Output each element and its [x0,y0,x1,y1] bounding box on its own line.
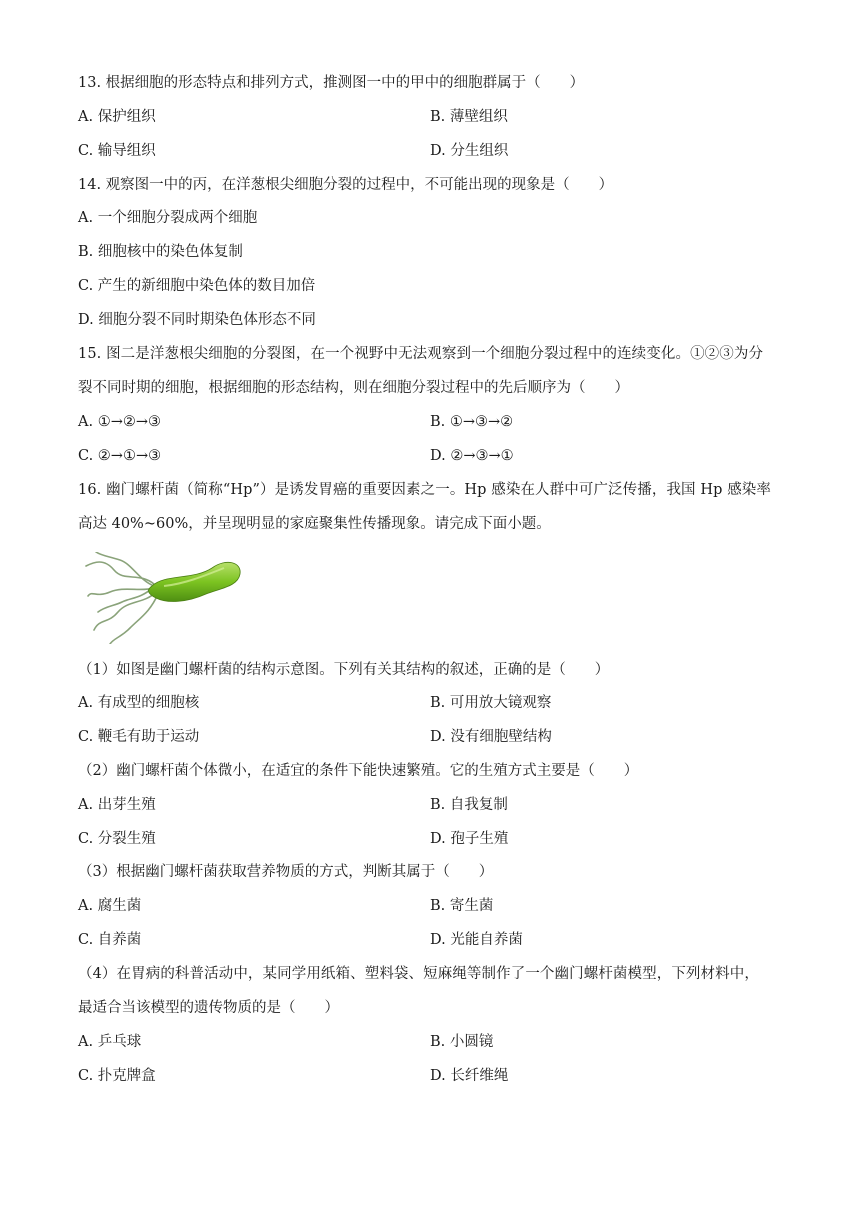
question-16-3-option-d[interactable]: D. 光能自养菌 [430,932,523,948]
question-16-4-option-c[interactable]: C. 扑克牌盒 [78,1068,156,1084]
question-16-2-option-b[interactable]: B. 自我复制 [430,797,508,813]
question-15-stem-line2: 裂不同时期的细胞，根据细胞的形态结构，则在细胞分裂过程中的先后顺序为（ ） [78,380,629,396]
question-16-4-stem-line1: （4）在胃病的科普活动中，某同学用纸箱、塑料袋、短麻绳等制作了一个幽门螺杆菌模型，下列材料中， [78,966,759,982]
question-15-option-c[interactable]: C. ②→①→③ [78,448,162,464]
question-16-4-option-d[interactable]: D. 长纤维绳 [430,1068,509,1084]
question-13-option-d[interactable]: D. 分生组织 [430,143,509,159]
question-16-3-stem: （3）根据幽门螺杆菌获取营养物质的方式，判断其属于（ ） [78,864,494,880]
helicobacter-pylori-illustration [84,552,244,644]
question-14-stem: 14. 观察图一中的丙，在洋葱根尖细胞分裂的过程中，不可能出现的现象是（ ） [78,177,614,193]
question-16-1-option-b[interactable]: B. 可用放大镜观察 [430,695,552,711]
question-16-3-option-a[interactable]: A. 腐生菌 [78,898,142,914]
question-13-option-a[interactable]: A. 保护组织 [78,109,156,125]
question-16-2-option-a[interactable]: A. 出芽生殖 [78,797,156,813]
question-15-option-a[interactable]: A. ①→②→③ [78,414,161,430]
question-15-option-d[interactable]: D. ②→③→① [430,448,514,464]
question-13-stem: 13. 根据细胞的形态特点和排列方式，推测图一中的甲中的细胞群属于（ ） [78,75,585,91]
question-16-1-option-c[interactable]: C. 鞭毛有助于运动 [78,729,200,745]
question-16-4-stem-line2: 最适合当该模型的遗传物质的是（ ） [78,1000,339,1016]
question-15-stem-line1: 15. 图二是洋葱根尖细胞的分裂图，在一个视野中无法观察到一个细胞分裂过程中的连续变化。①②③为分 [78,346,764,362]
bacterium-body-shape [149,562,241,601]
question-16-3-option-c[interactable]: C. 自养菌 [78,932,142,948]
question-16-4-option-b[interactable]: B. 小圆镜 [430,1034,494,1050]
question-13-option-c[interactable]: C. 输导组织 [78,143,156,159]
question-16-3-option-b[interactable]: B. 寄生菌 [430,898,494,914]
question-16-2-stem: （2）幽门螺杆菌个体微小，在适宜的条件下能快速繁殖。它的生殖方式主要是（ ） [78,763,639,779]
question-16-stem-line2: 高达 40%~60%，并呈现明显的家庭聚集性传播现象。请完成下面小题。 [78,516,551,532]
question-16-1-option-a[interactable]: A. 有成型的细胞核 [78,695,200,711]
question-14-option-b[interactable]: B. 细胞核中的染色体复制 [78,244,243,260]
question-14-option-d[interactable]: D. 细胞分裂不同时期染色体形态不同 [78,312,316,328]
question-16-stem-line1: 16. 幽门螺杆菌（简称“Hp”）是诱发胃癌的重要因素之一。Hp 感染在人群中可广泛传播，我国 Hp 感染率 [78,482,771,498]
question-16-2-option-c[interactable]: C. 分裂生殖 [78,831,156,847]
question-16-1-stem: （1）如图是幽门螺杆菌的结构示意图。下列有关其结构的叙述，正确的是（ ） [78,662,610,678]
question-13-option-b[interactable]: B. 薄壁组织 [430,109,508,125]
question-15-option-b[interactable]: B. ①→③→② [430,414,514,430]
question-16-4-option-a[interactable]: A. 乒乓球 [78,1034,142,1050]
question-16-1-option-d[interactable]: D. 没有细胞壁结构 [430,729,552,745]
question-16-2-option-d[interactable]: D. 孢子生殖 [430,831,509,847]
question-14-option-a[interactable]: A. 一个细胞分裂成两个细胞 [78,210,258,226]
question-14-option-c[interactable]: C. 产生的新细胞中染色体的数目加倍 [78,278,316,294]
